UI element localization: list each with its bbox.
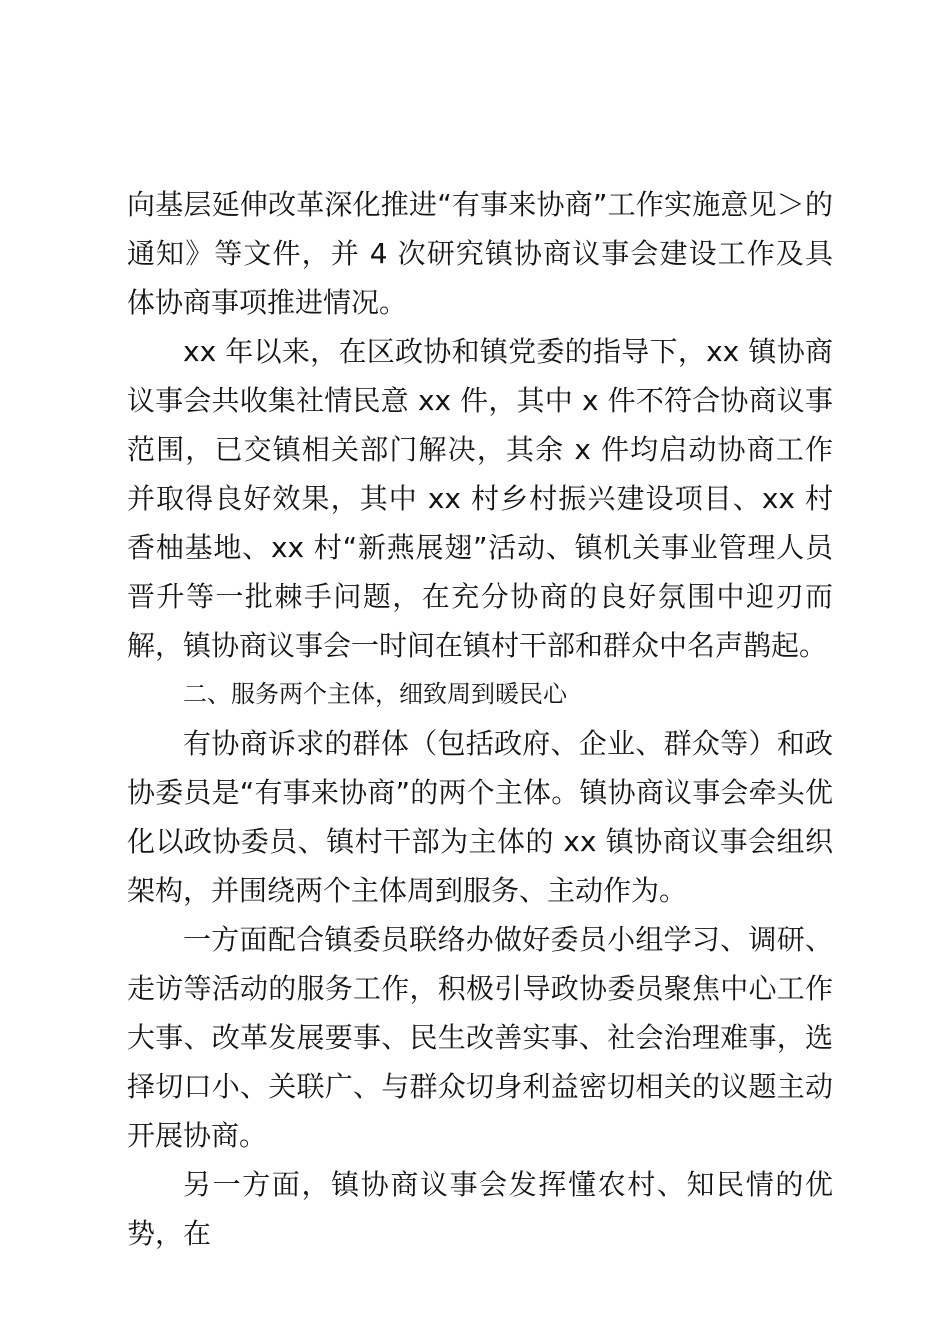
paragraph-second-aspect: 另一方面，镇协商议事会发挥懂农村、知民情的优势，在 [127, 1168, 833, 1250]
paragraph-two-subjects: 有协商诉求的群体（包括政府、企业、群众等）和政协委员是“有事来协商”的两个主体。镇协商议事会牵头优化以政协委员、镇村干部为主体的 xx 镇协商议事会组织架构，并围绕两个主体周到服务、主动作为。 [127, 727, 833, 907]
document-body [127, 180, 833, 1258]
paragraph-continuation: 向基层延伸改革深化推进“有事来协商”工作实施意见＞的通知》等文件，并 4 次研究镇协商议事会建设工作及具体协商事项推进情况。 [127, 188, 833, 319]
paragraph-summary: xx 年以来，在区政协和镇党委的指导下，xx 镇协商议事会共收集社情民意 xx 件，其中 x 件不符合协商议事范围，已交镇相关部门解决，其余 x 件均启动协商工作并取得良好效果，其中 xx 村乡村振兴建设项目、xx 村香柚基地、xx 村“新燕展翅”活动、镇机关事业管理人员晋升等一批棘手问题，在充分协商的良好氛围中迎刃而解，镇协商议事会一时间在镇村干部和群众中名声鹊起。 [127, 335, 833, 662]
paragraph-first-aspect: 一方面配合镇委员联络办做好委员小组学习、调研、走访等活动的服务工作，积极引导政协委员聚焦中心工作大事、改革发展要事、民生改善实事、社会治理难事，选择切口小、关联广、与群众切身利益密切相关的议题主动开展协商。 [127, 923, 833, 1152]
section-heading: 二、服务两个主体，细致周到暖民心 [183, 680, 567, 708]
